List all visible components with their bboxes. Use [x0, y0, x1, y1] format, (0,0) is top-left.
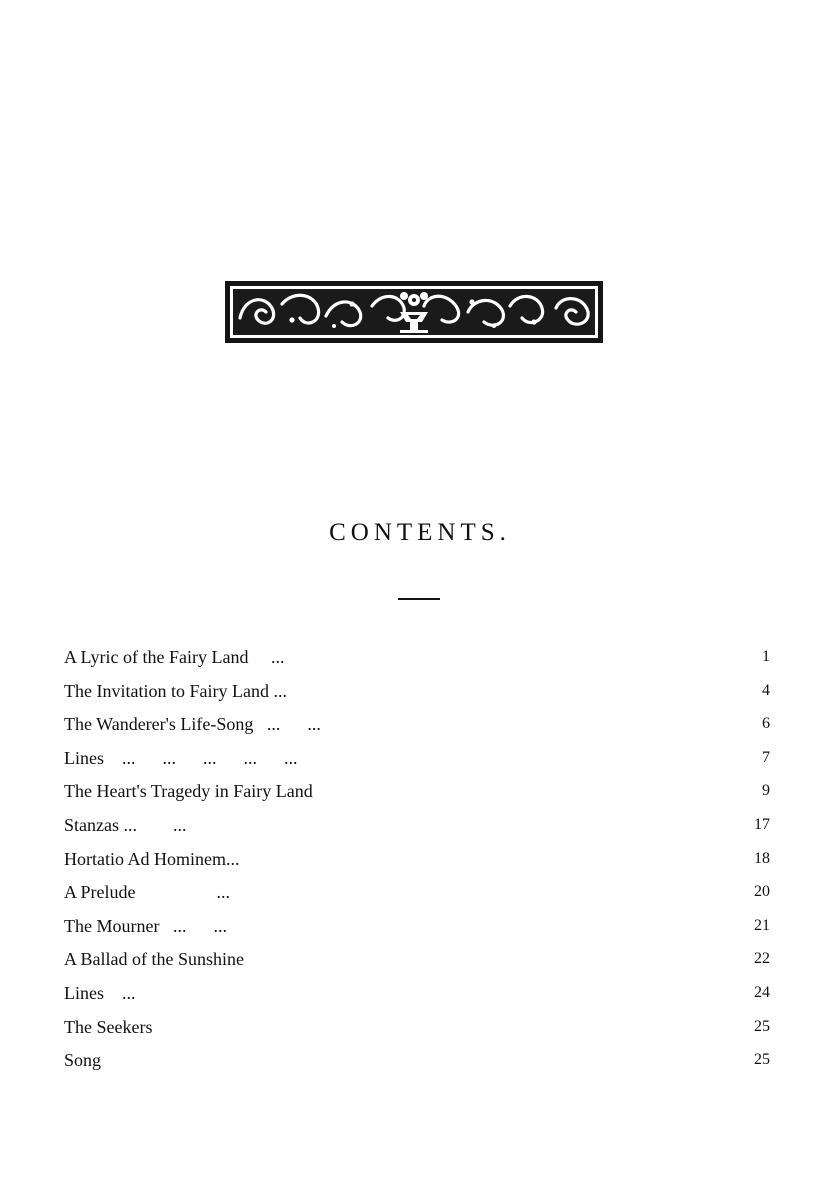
toc-entry — [64, 878, 770, 912]
toc-entry-title: Lines ... ... ... ... ... — [64, 747, 298, 768]
contents-list — [64, 643, 770, 1080]
toc-entry-title: Stanzas ... ... — [64, 814, 187, 835]
toc-entry-page-number: 24 — [754, 983, 770, 1001]
toc-entry-page-number: 25 — [754, 1017, 770, 1035]
toc-entry-page-number: 18 — [754, 849, 770, 867]
toc-entry-page-number: 1 — [762, 648, 770, 665]
toc-entry — [64, 777, 770, 811]
page-title: CONTENTS. — [329, 519, 511, 546]
toc-entry-title: The Wanderer's Life-Song ... ... — [64, 714, 321, 735]
toc-entry-page-number: 17 — [754, 815, 770, 833]
toc-entry — [64, 845, 770, 879]
toc-entry — [64, 1013, 770, 1047]
toc-entry-page-number: 7 — [762, 748, 770, 766]
toc-entry-title: A Ballad of the Sunshine — [64, 949, 244, 970]
toc-entry — [64, 912, 770, 946]
toc-entry — [64, 1046, 770, 1080]
toc-entry-page-number: 21 — [754, 916, 770, 934]
toc-entry-title: The Mourner ... ... — [64, 915, 227, 936]
toc-entry — [64, 710, 770, 744]
toc-entry-title: Song — [64, 1050, 102, 1071]
toc-entry — [64, 945, 770, 979]
toc-entry-title: The Heart's Tragedy in Fairy Land — [64, 781, 313, 802]
toc-entry-title: Hortatio Ad Hominem... — [64, 848, 240, 869]
toc-entry-page-number: 9 — [762, 782, 770, 800]
toc-entry-page-number: 20 — [754, 883, 770, 901]
toc-entry-title: A Lyric of the Fairy Land ... — [64, 647, 285, 667]
toc-entry-page-number: 6 — [762, 715, 770, 733]
toc-entry — [64, 677, 770, 711]
floral-scroll-headpiece-ornament-icon — [222, 276, 606, 348]
toc-entry — [64, 744, 770, 778]
toc-entry-page-number: 22 — [754, 950, 770, 968]
toc-entry — [64, 979, 770, 1013]
toc-entry-title: The Seekers — [64, 1016, 153, 1037]
toc-entry-title: The Invitation to Fairy Land ... — [64, 680, 287, 701]
toc-entry-title: Lines ... — [64, 982, 136, 1003]
toc-entry-page-number: 25 — [754, 1051, 770, 1069]
title-rule-divider — [398, 598, 440, 600]
toc-entry — [64, 811, 770, 845]
toc-entry-page-number: 4 — [762, 681, 770, 699]
toc-entry-title: A Prelude ... — [64, 882, 230, 903]
toc-entry — [64, 643, 770, 677]
